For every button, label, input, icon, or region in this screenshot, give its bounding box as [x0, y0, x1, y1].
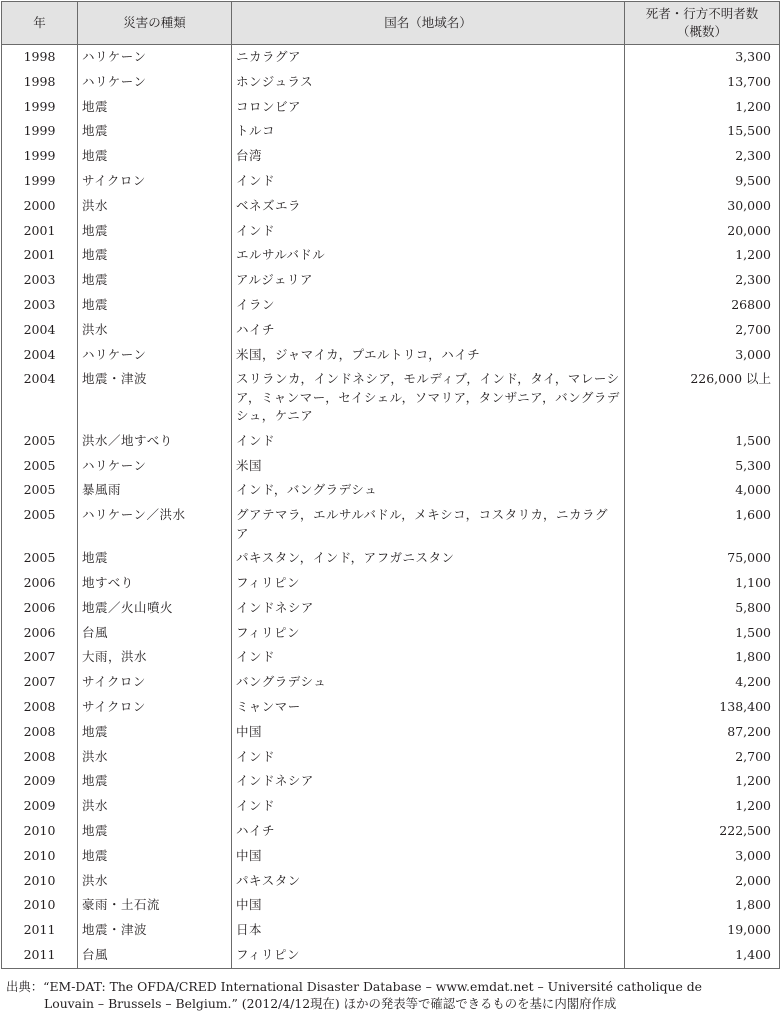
cell-country-region: 台湾 [232, 144, 625, 169]
cell-year: 1999 [2, 119, 78, 144]
cell-country-region: フィリピン [232, 621, 625, 646]
cell-country-region: エルサルバドル [232, 243, 625, 268]
table-row [2, 621, 780, 646]
cell-year: 2004 [2, 318, 78, 343]
cell-disaster-type: 洪水 [78, 194, 232, 219]
cell-disaster-type: 台風 [78, 621, 232, 646]
cell-casualties: 20,000 [625, 219, 780, 244]
cell-casualties: 19,000 [625, 918, 780, 943]
cell-disaster-type: 地震 [78, 243, 232, 268]
cell-country-region: インドネシア [232, 769, 625, 794]
cell-casualties: 4,200 [625, 670, 780, 695]
cell-disaster-type: 豪雨・土石流 [78, 893, 232, 918]
table-row [2, 695, 780, 720]
cell-year: 2005 [2, 503, 78, 546]
table-header-row [2, 2, 780, 45]
cell-country-region: トルコ [232, 119, 625, 144]
cell-disaster-type: ハリケーン [78, 45, 232, 70]
table-row [2, 546, 780, 571]
table-row [2, 720, 780, 745]
header-year: 年 [2, 2, 78, 45]
cell-disaster-type: 地震 [78, 546, 232, 571]
table-row [2, 367, 780, 429]
cell-country-region: ハイチ [232, 819, 625, 844]
cell-country-region: インド，バングラデシュ [232, 478, 625, 503]
cell-casualties: 2,300 [625, 268, 780, 293]
table-row [2, 219, 780, 244]
cell-casualties: 1,200 [625, 243, 780, 268]
source-line-2: Louvain – Brussels – Belgium.” (2012/4/12現在) ほかの発表等で確認できるものを基に内閣府作成 [44, 995, 617, 1011]
table-row [2, 429, 780, 454]
cell-country-region: フィリピン [232, 943, 625, 968]
cell-casualties: 1,100 [625, 571, 780, 596]
table-row [2, 318, 780, 343]
table-row [2, 503, 780, 546]
cell-casualties: 1,600 [625, 503, 780, 546]
cell-year: 1998 [2, 70, 78, 95]
cell-casualties: 3,000 [625, 844, 780, 869]
cell-casualties: 226,000 以上 [625, 367, 780, 429]
cell-country-region: アルジェリア [232, 268, 625, 293]
table-row [2, 119, 780, 144]
cell-casualties: 30,000 [625, 194, 780, 219]
cell-casualties: 1,800 [625, 645, 780, 670]
table-row [2, 293, 780, 318]
cell-casualties: 1,500 [625, 429, 780, 454]
table-row [2, 645, 780, 670]
cell-disaster-type: 洪水 [78, 869, 232, 894]
cell-year: 2001 [2, 243, 78, 268]
cell-country-region: インド [232, 745, 625, 770]
disaster-table [1, 1, 780, 969]
cell-disaster-type: サイクロン [78, 695, 232, 720]
cell-disaster-type: 地震 [78, 769, 232, 794]
cell-year: 2009 [2, 794, 78, 819]
cell-year: 1998 [2, 45, 78, 70]
header-casualties [625, 2, 780, 45]
cell-casualties: 1,500 [625, 621, 780, 646]
cell-year: 2003 [2, 268, 78, 293]
cell-casualties: 1,200 [625, 794, 780, 819]
cell-year: 2006 [2, 571, 78, 596]
table-row [2, 454, 780, 479]
cell-year: 2011 [2, 918, 78, 943]
cell-casualties: 3,300 [625, 45, 780, 70]
cell-year: 2006 [2, 621, 78, 646]
source-note [6, 979, 778, 1012]
table-row [2, 844, 780, 869]
cell-year: 2005 [2, 429, 78, 454]
cell-year: 2010 [2, 893, 78, 918]
cell-casualties: 5,300 [625, 454, 780, 479]
cell-disaster-type: 地震 [78, 219, 232, 244]
cell-country-region: フィリピン [232, 571, 625, 596]
cell-year: 2004 [2, 367, 78, 429]
table-row [2, 819, 780, 844]
cell-country-region: グアテマラ，エルサルバドル，メキシコ，コスタリカ，ニカラグア [232, 503, 625, 546]
cell-country-region: 米国，ジャマイカ，プエルトリコ，ハイチ [232, 343, 625, 368]
cell-country-region: 中国 [232, 720, 625, 745]
cell-casualties: 222,500 [625, 819, 780, 844]
cell-country-region: コロンビア [232, 95, 625, 120]
cell-country-region: インド [232, 645, 625, 670]
table-row [2, 478, 780, 503]
cell-year: 2005 [2, 478, 78, 503]
cell-year: 2008 [2, 695, 78, 720]
cell-year: 2000 [2, 194, 78, 219]
table-row [2, 794, 780, 819]
cell-country-region: 中国 [232, 893, 625, 918]
cell-disaster-type: ハリケーン／洪水 [78, 503, 232, 546]
cell-year: 2005 [2, 546, 78, 571]
cell-casualties: 5,800 [625, 596, 780, 621]
cell-disaster-type: 地震 [78, 720, 232, 745]
cell-disaster-type: 地震 [78, 268, 232, 293]
cell-year: 1999 [2, 169, 78, 194]
cell-disaster-type: 台風 [78, 943, 232, 968]
table-row [2, 70, 780, 95]
cell-disaster-type: 地震／火山噴火 [78, 596, 232, 621]
cell-country-region: インド [232, 794, 625, 819]
cell-country-region: 日本 [232, 918, 625, 943]
cell-country-region: インドネシア [232, 596, 625, 621]
header-country-region: 国名（地域名） [232, 2, 625, 45]
table-row [2, 943, 780, 968]
cell-country-region: ミャンマー [232, 695, 625, 720]
cell-casualties: 1,200 [625, 769, 780, 794]
table-row [2, 670, 780, 695]
cell-casualties: 9,500 [625, 169, 780, 194]
cell-country-region: バングラデシュ [232, 670, 625, 695]
table-row [2, 95, 780, 120]
cell-casualties: 15,500 [625, 119, 780, 144]
cell-country-region: ニカラグア [232, 45, 625, 70]
cell-country-region: スリランカ，インドネシア，モルディブ，インド，タイ，マレーシア，ミャンマー，セイシェル，ソマリア，タンザニア，バングラデシュ，ケニア [232, 367, 625, 429]
cell-country-region: ハイチ [232, 318, 625, 343]
cell-casualties: 4,000 [625, 478, 780, 503]
cell-year: 1999 [2, 144, 78, 169]
cell-year: 2011 [2, 943, 78, 968]
cell-casualties: 138,400 [625, 695, 780, 720]
cell-casualties: 2,300 [625, 144, 780, 169]
cell-year: 2006 [2, 596, 78, 621]
cell-disaster-type: 地震 [78, 119, 232, 144]
cell-year: 2008 [2, 745, 78, 770]
cell-disaster-type: 地震 [78, 819, 232, 844]
cell-year: 2001 [2, 219, 78, 244]
cell-casualties: 26800 [625, 293, 780, 318]
cell-country-region: 米国 [232, 454, 625, 479]
cell-country-region: インド [232, 169, 625, 194]
cell-year: 2010 [2, 844, 78, 869]
cell-disaster-type: 暴風雨 [78, 478, 232, 503]
cell-country-region: パキスタン [232, 869, 625, 894]
cell-country-region: インド [232, 219, 625, 244]
cell-casualties: 2,000 [625, 869, 780, 894]
cell-country-region: ホンジュラス [232, 70, 625, 95]
cell-disaster-type: 洪水 [78, 318, 232, 343]
cell-casualties: 75,000 [625, 546, 780, 571]
cell-disaster-type: サイクロン [78, 670, 232, 695]
cell-disaster-type: 地すべり [78, 571, 232, 596]
cell-casualties: 1,200 [625, 95, 780, 120]
table-row [2, 343, 780, 368]
cell-country-region: ベネズエラ [232, 194, 625, 219]
cell-casualties: 2,700 [625, 745, 780, 770]
header-disaster-type: 災害の種類 [78, 2, 232, 45]
cell-disaster-type: 地震 [78, 844, 232, 869]
cell-casualties: 3,000 [625, 343, 780, 368]
cell-casualties: 1,800 [625, 893, 780, 918]
cell-casualties: 87,200 [625, 720, 780, 745]
cell-disaster-type: ハリケーン [78, 343, 232, 368]
table-row [2, 45, 780, 70]
cell-year: 1999 [2, 95, 78, 120]
cell-country-region: インド [232, 429, 625, 454]
cell-disaster-type: 大雨，洪水 [78, 645, 232, 670]
cell-country-region: イラン [232, 293, 625, 318]
table-row [2, 194, 780, 219]
table-row [2, 893, 780, 918]
table-row [2, 596, 780, 621]
cell-year: 2004 [2, 343, 78, 368]
cell-disaster-type: ハリケーン [78, 70, 232, 95]
cell-disaster-type: 洪水／地すべり [78, 429, 232, 454]
cell-casualties: 13,700 [625, 70, 780, 95]
cell-casualties: 2,700 [625, 318, 780, 343]
cell-disaster-type: 洪水 [78, 745, 232, 770]
cell-disaster-type: 洪水 [78, 794, 232, 819]
cell-year: 2005 [2, 454, 78, 479]
table-body [2, 45, 780, 969]
cell-disaster-type: ハリケーン [78, 454, 232, 479]
cell-year: 2009 [2, 769, 78, 794]
table-row [2, 169, 780, 194]
cell-disaster-type: 地震 [78, 95, 232, 120]
cell-year: 2003 [2, 293, 78, 318]
cell-casualties: 1,400 [625, 943, 780, 968]
cell-year: 2010 [2, 869, 78, 894]
table-row [2, 243, 780, 268]
cell-year: 2007 [2, 670, 78, 695]
cell-disaster-type: 地震 [78, 144, 232, 169]
header-casualties-line2: （概数） [676, 24, 727, 39]
source-line-1: 出典：“EM-DAT: The OFDA/CRED International Disaster Database – www.emdat.net – Université catholique de [6, 979, 703, 994]
table-row [2, 571, 780, 596]
cell-disaster-type: サイクロン [78, 169, 232, 194]
table-row [2, 769, 780, 794]
cell-country-region: 中国 [232, 844, 625, 869]
cell-year: 2008 [2, 720, 78, 745]
cell-year: 2010 [2, 819, 78, 844]
cell-disaster-type: 地震・津波 [78, 918, 232, 943]
cell-disaster-type: 地震 [78, 293, 232, 318]
table-row [2, 869, 780, 894]
cell-disaster-type: 地震・津波 [78, 367, 232, 429]
table-row [2, 144, 780, 169]
table-row [2, 918, 780, 943]
table-row [2, 268, 780, 293]
cell-country-region: パキスタン，インド，アフガニスタン [232, 546, 625, 571]
cell-year: 2007 [2, 645, 78, 670]
header-casualties-line1: 死者・行方不明者数 [645, 6, 759, 21]
table-row [2, 745, 780, 770]
